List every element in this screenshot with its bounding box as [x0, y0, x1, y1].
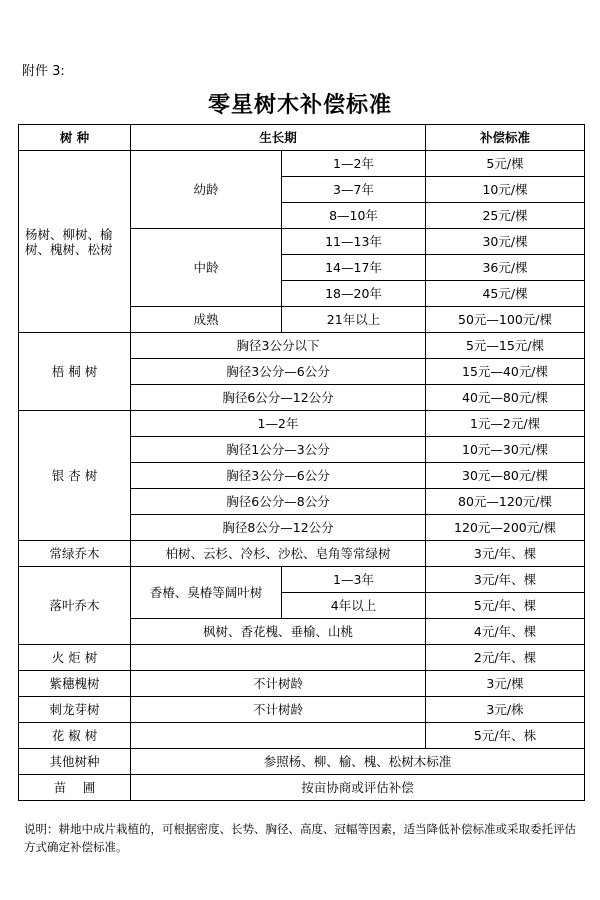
- table-row: [19, 775, 585, 801]
- species-cell: 刺龙芽树: [19, 697, 131, 723]
- period-cell: 不计树龄: [131, 697, 426, 723]
- period-cell: 胸径1公分—3公分: [131, 437, 426, 463]
- table-row: [19, 541, 585, 567]
- table-row: [19, 645, 585, 671]
- period-cell: 18—20年: [282, 281, 426, 307]
- table-row: [19, 723, 585, 749]
- header-standard: 补偿标准: [426, 125, 585, 151]
- standard-cell: 40元—80元/棵: [426, 385, 585, 411]
- standard-cell: 按亩协商或评估补偿: [131, 775, 585, 801]
- period-cell: 1—2年: [131, 411, 426, 437]
- species-cell: 其他树种: [19, 749, 131, 775]
- species-cell: 梧 桐 树: [19, 333, 131, 411]
- standard-cell: 30元—80元/棵: [426, 463, 585, 489]
- period-cell: 3—7年: [282, 177, 426, 203]
- table-row: [19, 411, 585, 437]
- standard-cell: 2元/年、棵: [426, 645, 585, 671]
- period-cell: 胸径6公分—12公分: [131, 385, 426, 411]
- standard-cell: 10元/棵: [426, 177, 585, 203]
- table-row: [19, 671, 585, 697]
- attachment-label: 附件 3:: [22, 64, 65, 79]
- period-cell: 柏树、云杉、冷杉、沙松、皂角等常绿树: [131, 541, 426, 567]
- stage-cell: 中龄: [131, 229, 282, 307]
- period-cell: 1—3年: [282, 567, 426, 593]
- standard-cell: 5元/年、棵: [426, 593, 585, 619]
- period-cell: 胸径3公分—6公分: [131, 463, 426, 489]
- species-cell: 银 杏 树: [19, 411, 131, 541]
- standard-cell: 3元/年、棵: [426, 567, 585, 593]
- table-row: [19, 151, 585, 177]
- period-cell: 11—13年: [282, 229, 426, 255]
- standard-cell: 3元/年、棵: [426, 541, 585, 567]
- period-cell: 胸径3公分—6公分: [131, 359, 426, 385]
- species-cell: 落叶乔木: [19, 567, 131, 645]
- standard-cell: 25元/棵: [426, 203, 585, 229]
- period-cell: 21年以上: [282, 307, 426, 333]
- period-cell: 1—2年: [282, 151, 426, 177]
- standard-cell: 3元/棵: [426, 671, 585, 697]
- standard-cell: 1元—2元/棵: [426, 411, 585, 437]
- standard-cell: 45元/棵: [426, 281, 585, 307]
- period-cell: 枫树、香花槐、垂榆、山桃: [131, 619, 426, 645]
- standard-cell: 参照杨、柳、榆、槐、松树木标准: [131, 749, 585, 775]
- page-title: 零星树木补偿标准: [207, 92, 392, 118]
- species-cell: 紫穗槐树: [19, 671, 131, 697]
- species-cell: 火 炬 树: [19, 645, 131, 671]
- standard-cell: 3元/株: [426, 697, 585, 723]
- period-cell: 胸径8公分—12公分: [131, 515, 426, 541]
- stage-cell: 幼龄: [131, 151, 282, 229]
- species-cell: 花 椒 树: [19, 723, 131, 749]
- species-cell: 常绿乔木: [19, 541, 131, 567]
- table-header-row: [19, 125, 585, 151]
- table-row: [19, 749, 585, 775]
- table-row: [19, 333, 585, 359]
- standard-cell: 10元—30元/棵: [426, 437, 585, 463]
- header-species: 树 种: [19, 125, 131, 151]
- period-cell: 4年以上: [282, 593, 426, 619]
- standard-cell: 120元—200元/棵: [426, 515, 585, 541]
- period-cell: 8—10年: [282, 203, 426, 229]
- standard-cell: 36元/棵: [426, 255, 585, 281]
- standard-cell: 5元/年、株: [426, 723, 585, 749]
- period-cell: [131, 645, 426, 671]
- standard-cell: 5元/棵: [426, 151, 585, 177]
- period-cell: [131, 723, 426, 749]
- stage-cell: 香椿、臭椿等阔叶树: [131, 567, 282, 619]
- stage-cell: 成熟: [131, 307, 282, 333]
- period-cell: 14—17年: [282, 255, 426, 281]
- species-cell: 苗 圃: [19, 775, 131, 801]
- standard-cell: 4元/年、棵: [426, 619, 585, 645]
- standard-cell: 30元/棵: [426, 229, 585, 255]
- period-cell: 胸径6公分—8公分: [131, 489, 426, 515]
- standard-cell: 15元—40元/棵: [426, 359, 585, 385]
- footnote: 说明：耕地中成片栽植的，可根据密度、长势、胸径、高度、冠幅等因素，适当降低补偿标准或采取委托评估方式确定补偿标准。: [24, 822, 576, 854]
- standard-cell: 50元—100元/棵: [426, 307, 585, 333]
- header-growth: 生长期: [131, 125, 426, 151]
- table-row: [19, 697, 585, 723]
- species-cell: 杨树、柳树、榆树、槐树、松树: [19, 151, 131, 333]
- standard-cell: 5元—15元/棵: [426, 333, 585, 359]
- standard-cell: 80元—120元/棵: [426, 489, 585, 515]
- period-cell: 不计树龄: [131, 671, 426, 697]
- period-cell: 胸径3公分以下: [131, 333, 426, 359]
- table-row: [19, 567, 585, 593]
- compensation-table: [18, 124, 585, 801]
